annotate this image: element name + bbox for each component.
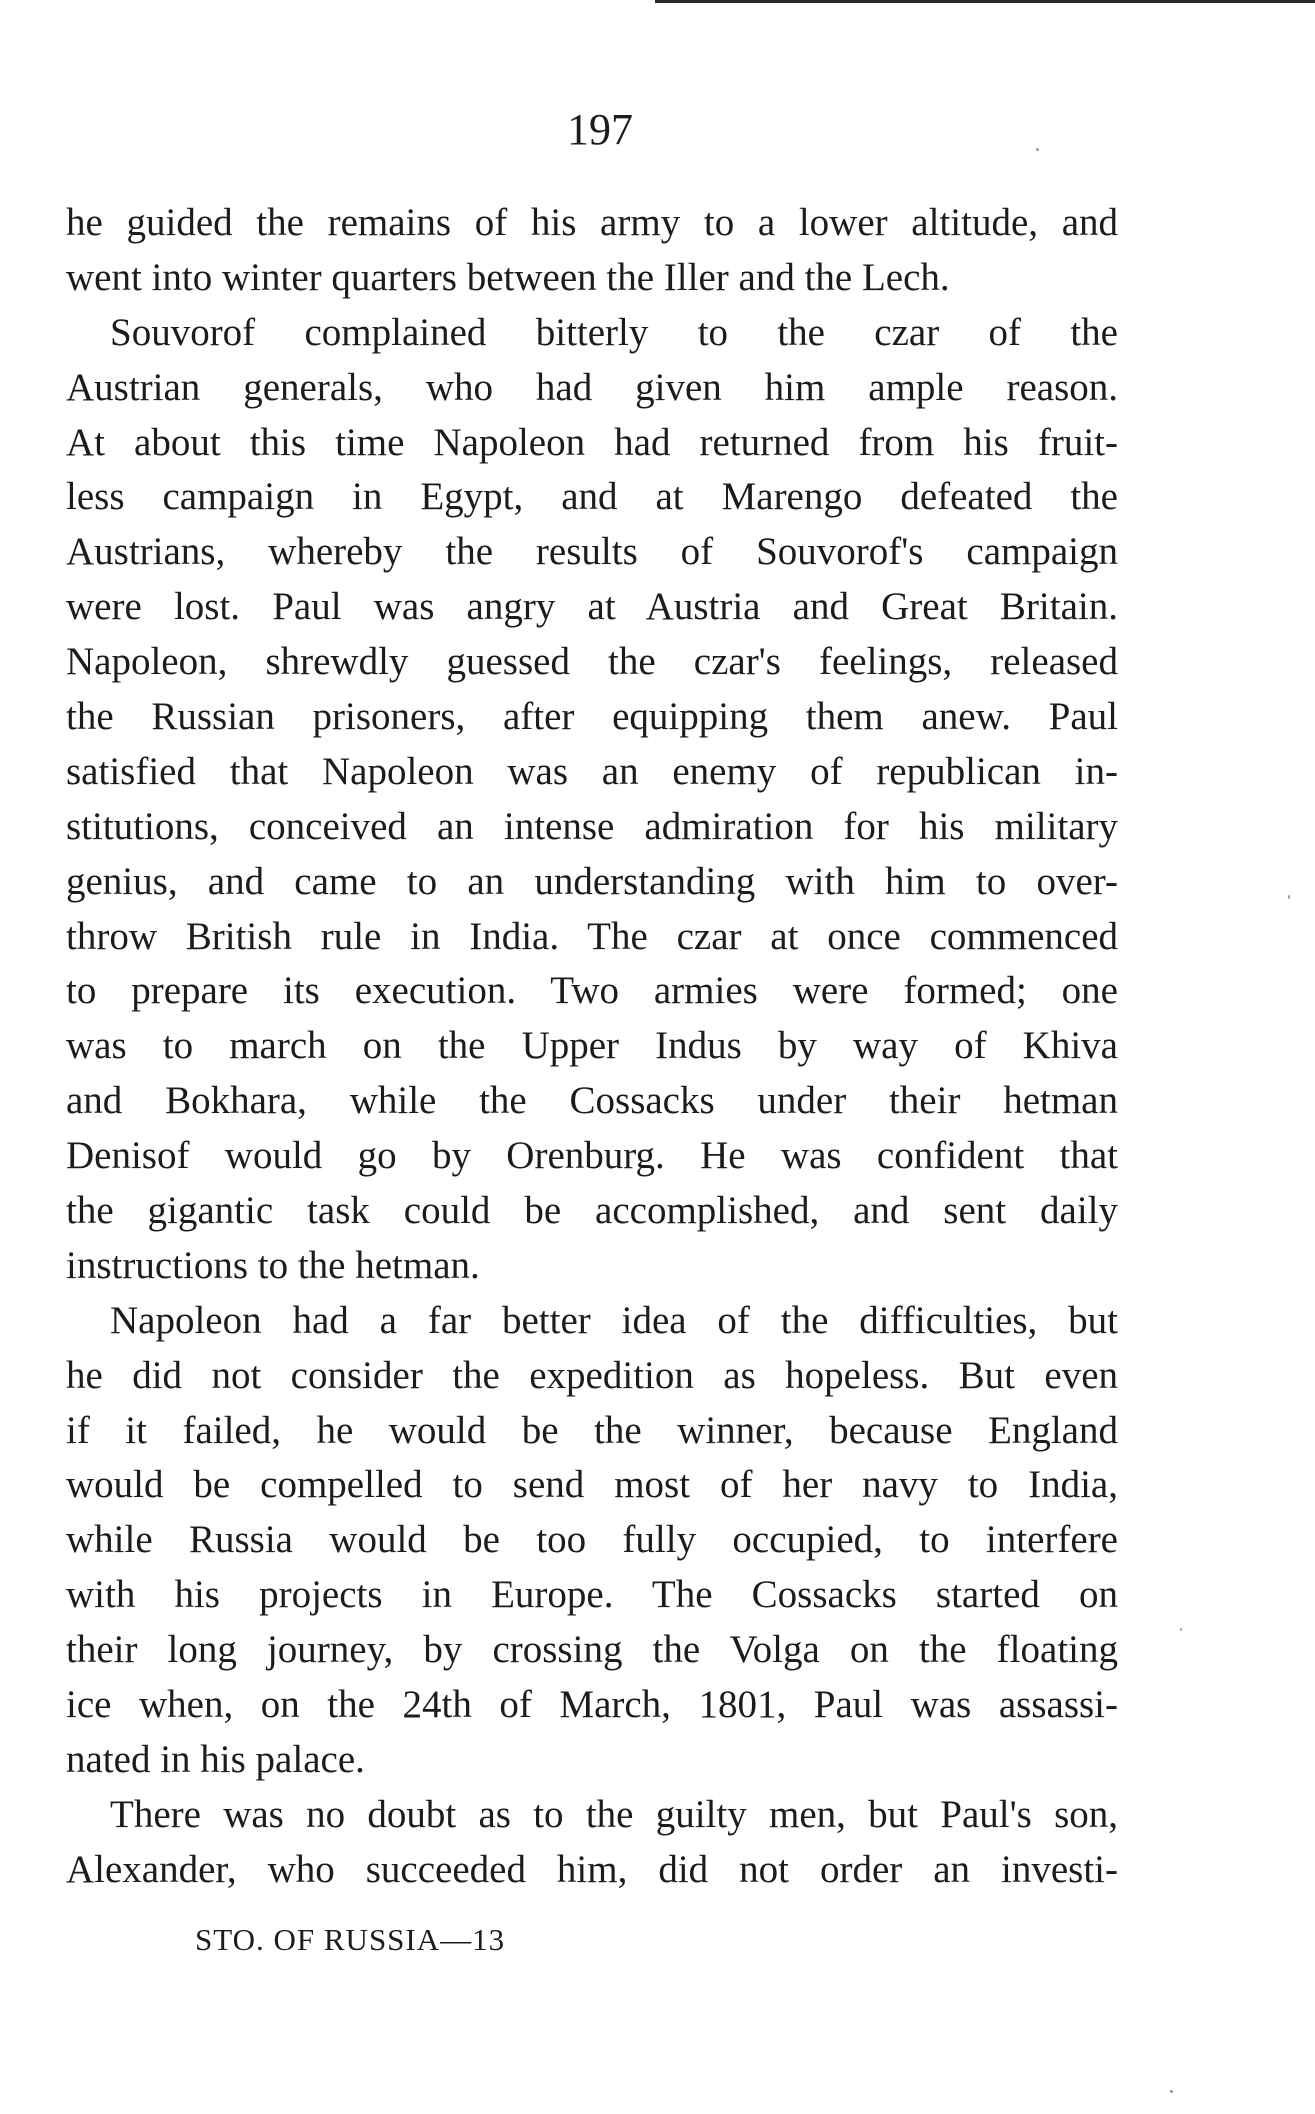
text-line: were lost. Paul was angry at Austria and Great Britain. [66,585,1118,629]
text-line: would be compelled to send most of her navy to India, [66,1463,1118,1507]
text-line: instructions to the hetman. [66,1243,480,1287]
text-line: Alexander, who succeeded him, did not order an investi- [66,1847,1118,1891]
text-line: There was no doubt as to the guilty men, but Paul's son, [110,1792,1118,1836]
text-line: Napoleon, shrewdly guessed the czar's feelings, released [66,640,1118,684]
text-line: throw British rule in India. The czar at once commenced [66,914,1118,958]
text-line: he did not consider the expedition as hopeless. But even [66,1353,1118,1397]
text-line: went into winter quarters between the Iller and the Lech. [66,255,950,299]
text-line: Austrians, whereby the results of Souvorof's campaign [66,530,1118,574]
text-line: to prepare its execution. Two armies were formed; one [66,969,1118,1013]
text-line: genius, and came to an understanding with him to over- [66,859,1118,903]
text-line: their long journey, by crossing the Volga on the floating [66,1628,1118,1672]
text-line: ice when, on the 24th of March, 1801, Paul was assassi- [66,1683,1118,1727]
scan-speck [1036,148,1039,151]
text-line: and Bokhara, while the Cossacks under their hetman [66,1079,1118,1123]
text-line: with his projects in Europe. The Cossacks started on [66,1573,1118,1617]
text-line: Napoleon had a far better idea of the difficulties, but [110,1298,1118,1342]
text-line: Souvorof complained bitterly to the czar of the [110,310,1118,354]
text-line: the gigantic task could be accomplished, and sent daily [66,1189,1118,1233]
text-line: while Russia would be too fully occupied, to interfere [66,1518,1118,1562]
scan-speck [1170,2090,1173,2093]
body-text [66,196,1118,1898]
text-line: nated in his palace. [66,1737,365,1781]
text-line: he guided the remains of his army to a lower altitude, and [66,201,1118,244]
scan-speck [1180,1628,1182,1631]
text-line: less campaign in Egypt, and at Marengo defeated the [66,475,1118,519]
text-line: Austrian generals, who had given him ample reason. [66,365,1118,409]
page-number: 197 [567,105,633,154]
text-line: the Russian prisoners, after equipping them anew. Paul [66,695,1118,739]
top-edge-rule [655,0,1315,3]
text-line: At about this time Napoleon had returned from his fruit- [66,420,1118,464]
text-line: satisfied that Napoleon was an enemy of republican in- [66,749,1118,793]
footer-signature: STO. OF RUSSIA—13 [195,1922,506,1957]
text-line: Denisof would go by Orenburg. He was confident that [66,1134,1118,1178]
text-line: if it failed, he would be the winner, because England [66,1408,1118,1452]
text-line: stitutions, conceived an intense admiration for his military [66,804,1118,848]
text-line: was to march on the Upper Indus by way of Khiva [66,1024,1118,1068]
scan-speck [1288,895,1290,899]
